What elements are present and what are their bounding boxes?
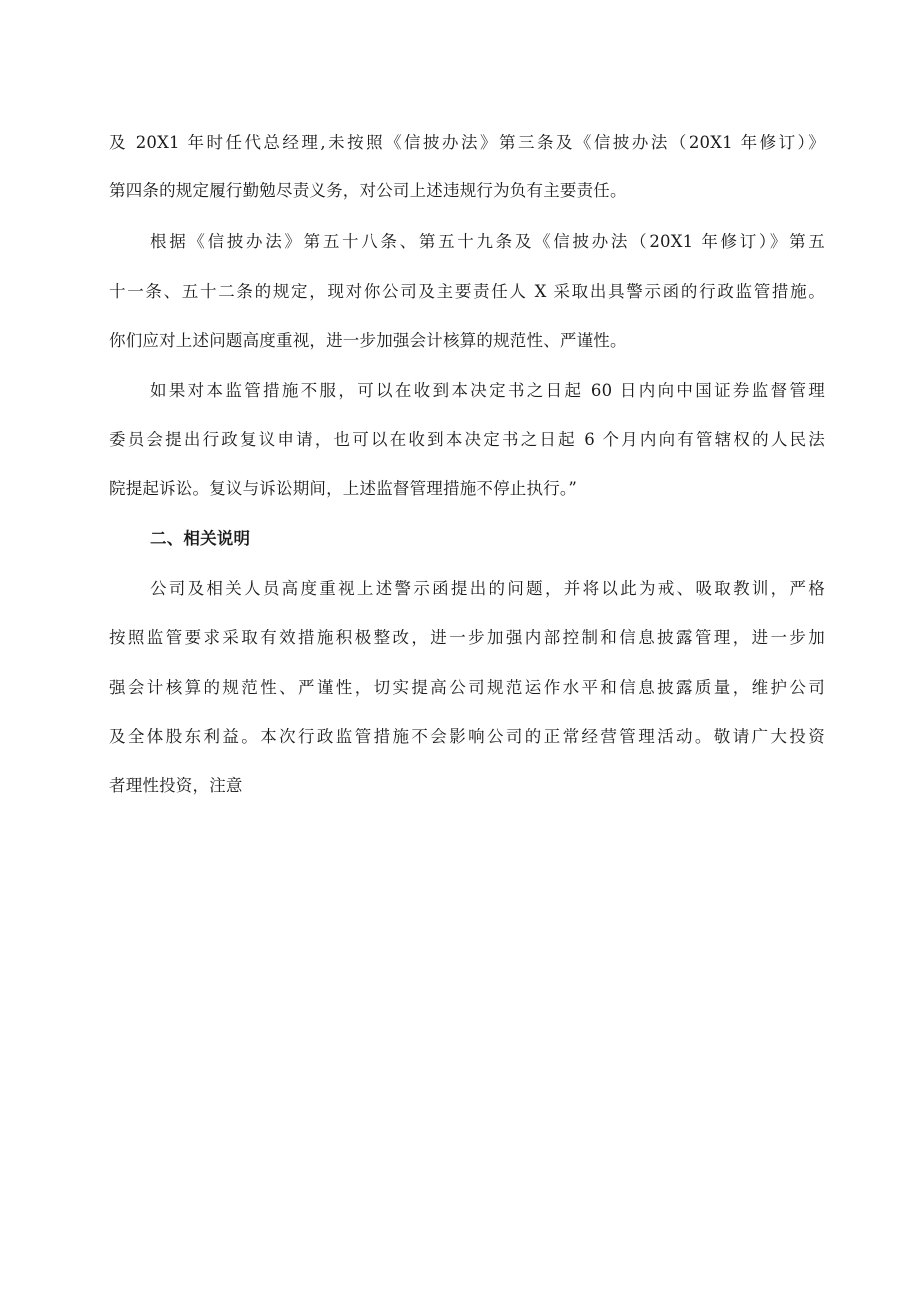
section-heading: 二、相关说明 [150,529,251,548]
paragraph-basis-start: 根据《信披办法》第五十八条、第五十九条及《信披办法（20X1 年修订）》第五 [150,232,825,251]
text-line-continuation: 及 20X1 年时任代总经理,未按照《信披办法》第三条及《信披办法（20X1 年修订）》 [109,133,825,152]
paragraph-explanation-line: 强会计核算的规范性、严谨性，切实提高公司规范运作水平和信息披露质量，维护公司 [109,678,825,697]
paragraph-appeal-line: 委员会提出行政复议申请，也可以在收到本决定书之日起 6 个月内向有管辖权的人民法 [109,430,825,449]
text-line-end: 第四条的规定履行勤勉尽责义务，对公司上述违规行为负有主要责任。 [109,181,627,200]
paragraph-appeal-end: 院提起诉讼。复议与诉讼期间，上述监督管理措施不停止执行。” [109,479,577,498]
paragraph-explanation-end: 者理性投资，注意 [109,776,243,795]
paragraph-basis-line: 十一条、五十二条的规定，现对你公司及主要责任人 X 采取出具警示函的行政监管措施。 [109,282,825,301]
paragraph-explanation-start: 公司及相关人员高度重视上述警示函提出的问题，并将以此为戒、吸取教训，严格 [150,579,825,598]
paragraph-basis-end: 你们应对上述问题高度重视，进一步加强会计核算的规范性、严谨性。 [109,331,627,350]
paragraph-explanation-line: 及全体股东利益。本次行政监管措施不会影响公司的正常经营管理活动。敬请广大投资 [109,727,825,746]
paragraph-appeal-start: 如果对本监管措施不服，可以在收到本决定书之日起 60 日内向中国证券监督管理 [150,381,825,400]
paragraph-explanation-line: 按照监管要求采取有效措施积极整改，进一步加强内部控制和信息披露管理，进一步加 [109,628,825,647]
